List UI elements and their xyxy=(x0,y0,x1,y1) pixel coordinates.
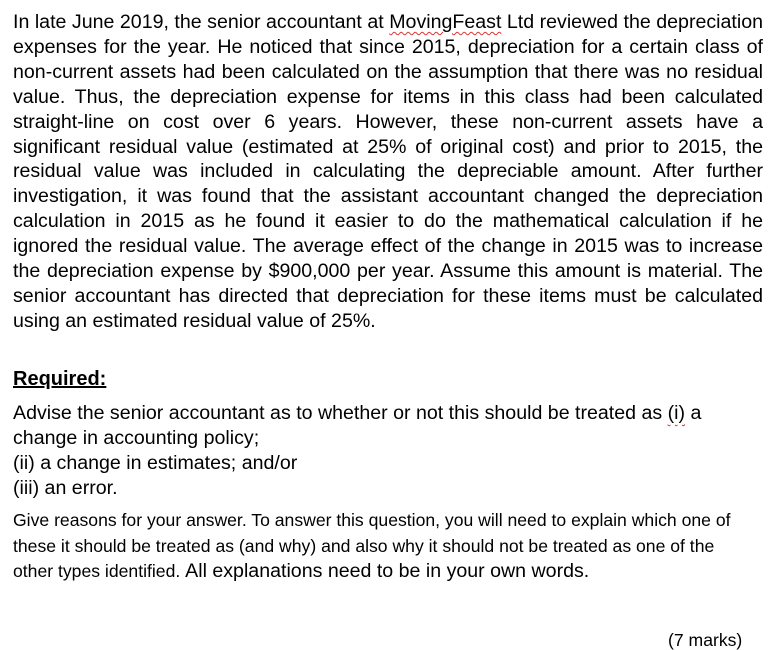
marks-label: (7 marks) xyxy=(668,630,743,650)
option-i-marker: (i) xyxy=(667,401,686,424)
own-words-text: All explanations need to be in your own words. xyxy=(185,560,590,583)
advise-block xyxy=(13,401,763,501)
company-name: MovingFeast xyxy=(389,11,502,33)
scenario-text-start: In late June 2019, the senior accountant at xyxy=(13,11,390,33)
option-i-line xyxy=(13,401,763,451)
required-heading: Required: xyxy=(13,367,107,390)
advise-text: Advise the senior accountant as to whether or not this should be treated as xyxy=(13,401,668,424)
reasons-text: Give reasons for your answer. To answer this question, you will need to explain which one of these it should be treated as (and why) and also why it should not be treated as one of the other types identified. xyxy=(13,510,731,582)
reasons-paragraph xyxy=(13,508,755,585)
scenario-text-rest: Ltd reviewed the depreciation expenses for the year. He noticed that since 2015, depreciation for a certain class of non-current assets had been calculated on the assumption that there was no residual value. Thus, the depreciation expense for items in this class had been calculated straight-line on cost over 6 years. However, these non-current assets have a significant residual value (estimated at 25% of original cost) and prior to 2015, the residual value was included in calculating the depreciable amount. After further investigation, it was found that the assistant accountant changed the depreciation calculation in 2015 as he found it easier to do the mathematical calculation if he ignored the residual value. The average effect of the change in 2015 was to increase the depreciation expense by $900,000 per year. Assume this amount is material. The senior accountant has directed that depreciation for these items must be calculated using an estimated residual value of 25%. xyxy=(13,11,764,332)
option-iii-line: (iii) an error. xyxy=(13,476,118,499)
question-document xyxy=(13,10,763,585)
scenario-paragraph xyxy=(13,10,763,334)
option-i-text: a change in accounting policy; xyxy=(13,401,702,449)
option-ii-line: (ii) a change in estimates; and/or xyxy=(13,451,298,474)
